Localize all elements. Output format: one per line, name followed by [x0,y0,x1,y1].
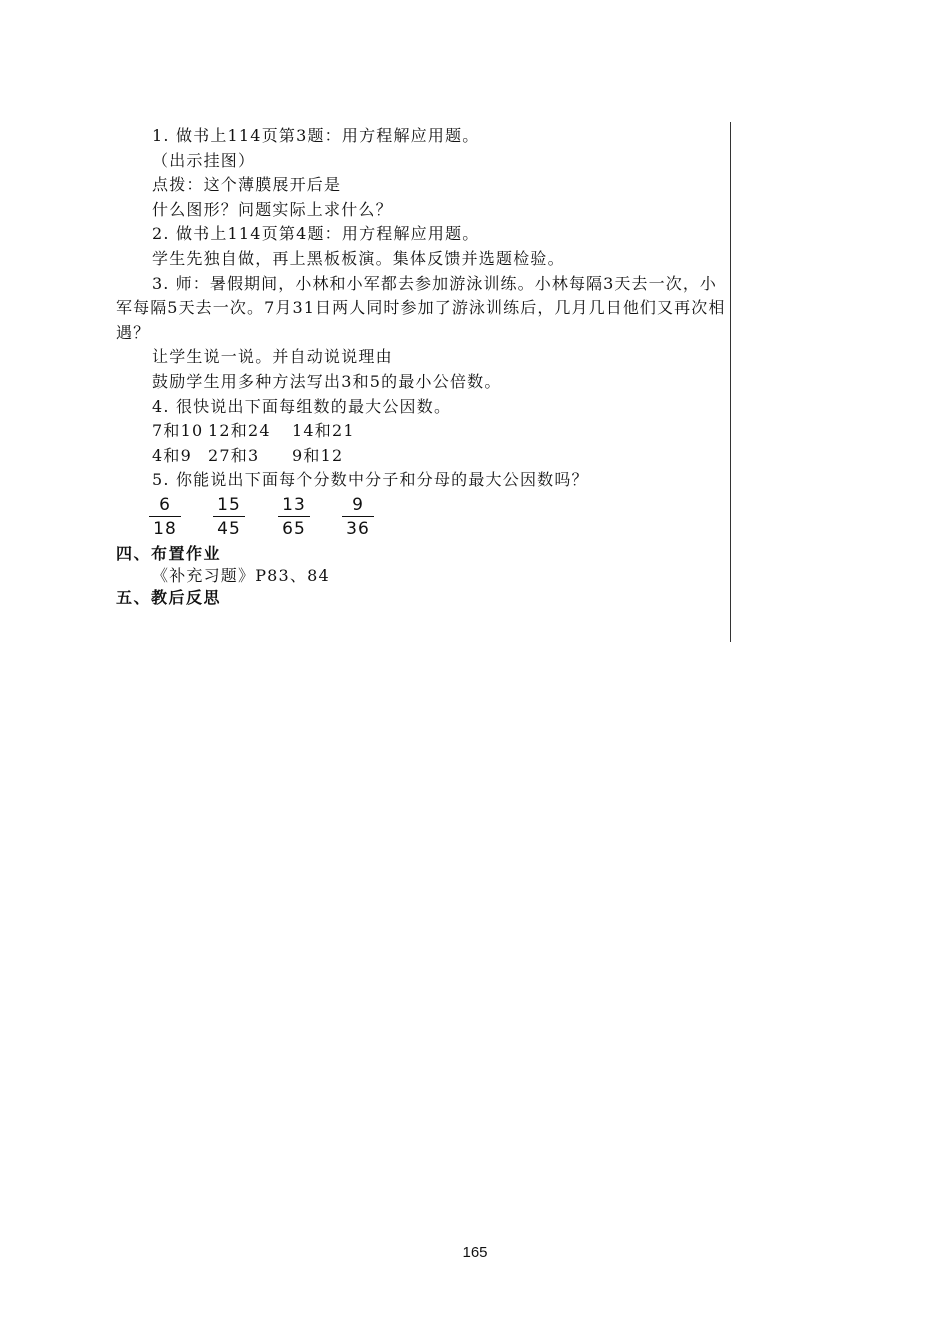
fraction-denominator: 36 [346,519,370,540]
lesson-content [116,124,726,609]
right-margin-rule [730,122,731,642]
fraction-bar [213,516,245,518]
pair-item: 12和24 [208,421,271,441]
exercise-3: 3. 师：暑假期间，小林和小军都去参加游泳训练。小林每隔3天去一次，小军每隔5天去一次。7月31日两人同时参加了游泳训练后，几月几日他们又再次相遇？ [116,273,726,342]
exercise-1: 1. 做书上114页第3题：用方程解应用题。 [152,126,480,145]
section-5-heading: 五、教后反思 [116,587,222,607]
fractions-row [116,493,726,543]
hint-question: 什么图形？问题实际上求什么？ [152,199,393,219]
pair-item: 7和10 [152,421,204,441]
fraction-bar [149,516,181,518]
exercise-5: 5. 你能说出下面每个分数中分子和分母的最大公因数吗？ [152,470,589,490]
exercise-4: 4. 很快说出下面每组数的最大公因数。 [152,396,452,416]
section-4-heading: 四、布置作业 [116,543,222,563]
student-activity: 学生先独自做，再上黑板板演。集体反馈并选题检验。 [152,248,565,268]
pair-item: 27和3 [208,445,260,465]
hint-line: 点拨：这个薄膜展开后是 [152,175,342,195]
student-explain: 让学生说一说。并自动说说理由 [152,347,393,367]
fraction-numerator: 6 [159,494,171,515]
homework-item: 《补充习题》P83、84 [152,565,330,585]
show-chart-note: （出示挂图） [152,150,256,170]
fraction-bar [278,516,310,518]
fraction-denominator: 45 [217,519,241,540]
exercise-2: 2. 做书上114页第4题：用方程解应用题。 [152,224,480,244]
fraction [279,495,309,540]
page-number: 165 [462,1244,488,1261]
number-pairs-row-1 [116,419,726,444]
fraction [343,495,373,540]
number-pairs-row-2 [116,444,726,469]
fraction-numerator: 13 [282,494,306,515]
lcm-instruction: 鼓励学生用多种方法写出3和5的最小公倍数。 [152,371,502,391]
pair-item: 9和12 [292,445,344,465]
pair-item: 4和9 [152,445,192,465]
fraction-denominator: 65 [282,519,306,540]
pair-item: 14和21 [292,421,355,441]
fraction [150,495,180,540]
fraction [214,495,244,540]
fraction-numerator: 9 [352,494,364,515]
fraction-numerator: 15 [217,494,241,515]
fraction-denominator: 18 [153,519,177,540]
fraction-bar [342,516,374,518]
